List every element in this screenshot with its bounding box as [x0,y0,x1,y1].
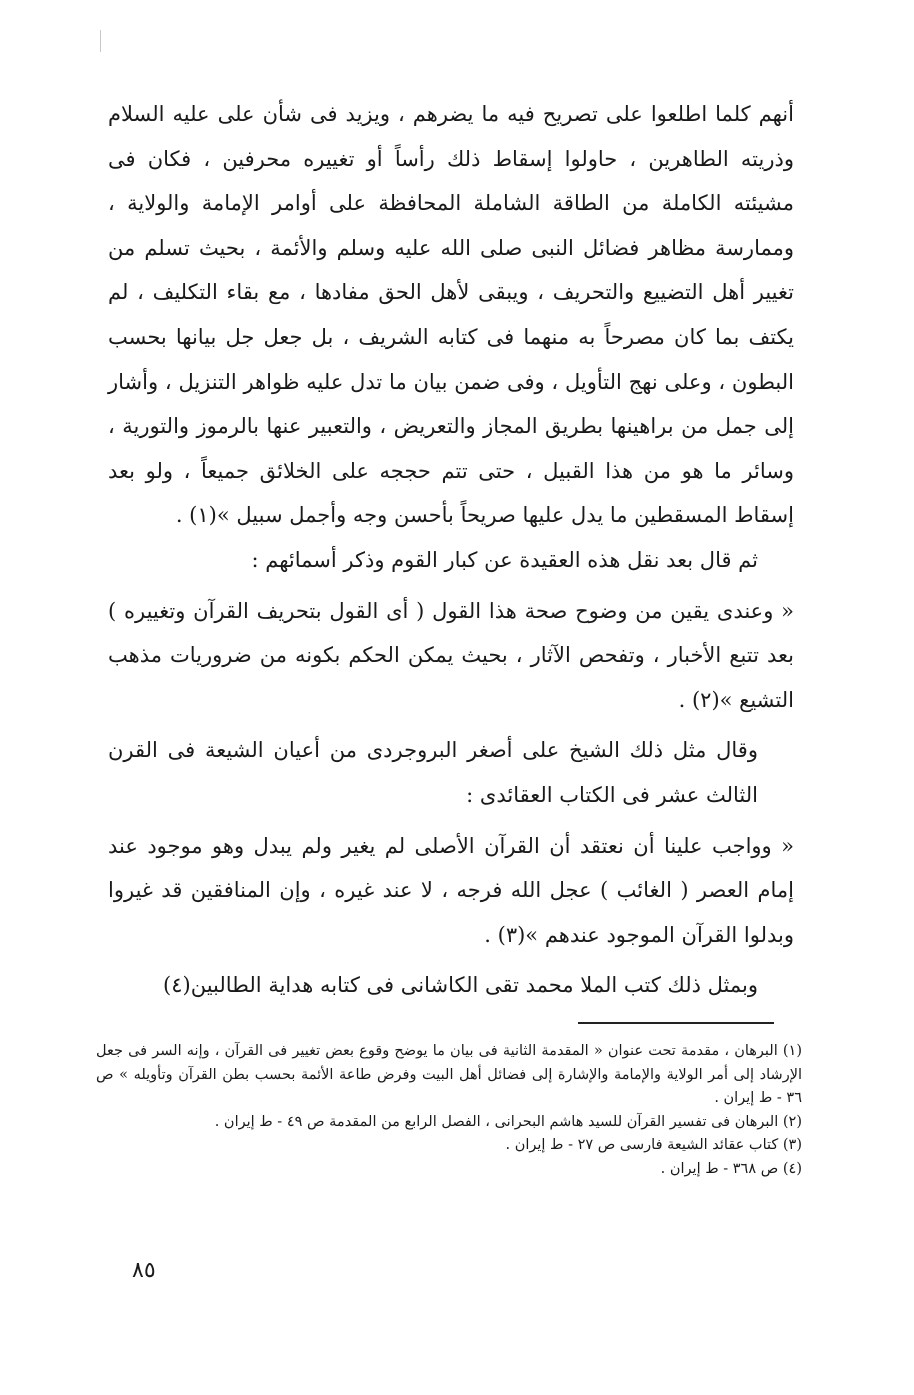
main-text-block [108,92,794,1008]
footnote-4: (٤) ص ٣٦٨ - ط إيران . [660,1160,802,1177]
page-number: ٨٥ [132,1258,156,1283]
paragraph-quote-certainty: « وعندى يقين من وضوح صحة هذا القول ( أى القول بتحريف القرآن وتغييره ) بعد تتبع الأخبار ، وتفحص الآثار ، بحيث يمكن الحكم بكونه من ضروريات مذهب التشيع »(٢) . [108,598,794,712]
paragraph-narration: ثم قال بعد نقل هذه العقيدة عن كبار القوم وذكر أسمائهم : [251,547,758,572]
footnote-3: (٣) كتاب عقائد الشيعة فارسى ص ٢٧ - ط إيران . [505,1137,802,1153]
binding-mark [100,30,101,52]
paragraph-borujerdi: وقال مثل ذلك الشيخ على أصغر البروجردى من أعيان الشيعة فى القرن الثالث عشر فى الكتاب العقائدى : [108,738,758,807]
footnotes-block [96,1040,802,1181]
footnote-1: (١) البرهان ، مقدمة تحت عنوان « المقدمة الثانية فى بيان ما يوضح وقوع بعض تغيير فى القرآن ، وإنه السر فى جعل الإرشاد إلى أمر الولاية والإمامة والإشارة إلى فضائل أهل البيت وفرض طاعة الأئمة بحسب بطن القرآن وتأويله » ص ٣٦ - ط إيران . [96,1043,802,1106]
footnote-2: (٢) البرهان فى تفسير القرآن للسيد هاشم البحرانى ، الفصل الرابع من المقدمة ص ٤٩ - ط إيران . [214,1113,802,1130]
paragraph-quote-continuation: أنهم كلما اطلعوا على تصريح فيه ما يضرهم ، ويزيد فى شأن على عليه السلام وذريته الطاهرين ، حاولوا إسقاط ذلك رأساً أو تغييره محرفين ، فكان فى مشيئته الكاملة من الطاقة الشاملة المحافظة على أوامر الإمامة والولاية ، وممارسة مظاهر فضائل النبى صلى الله عليه وسلم والأئمة ، بحيث تسلم من تغيير أهل التضييع والتحريف ، ويبقى لأهل الحق مفادها ، مع بقاء التكليف ، لم يكتف بما كان مصرحاً به منهما فى كتابه الشريف ، بل جعل جل بيانها بحسب البطون ، وعلى نهج التأويل ، وفى ضمن بيان ما تدل عليه ظواهر التنزيل ، وأشار إلى جمل من براهينها بطريق المجاز والتعريض ، والتعبير عنها بالرموز والتورية ، وسائر ما هو من هذا القبيل ، حتى تتم حججه على الخلائق جميعاً ، ولو بعد إسقاط المسقطين ما يدل عليها صريحاً بأحسن وجه وأجمل سبيل »(١) . [108,102,794,528]
paragraph-kashani: وبمثل ذلك كتب الملا محمد تقى الكاشانى فى كتابه هداية الطالبين(٤) [163,973,758,998]
paragraph-quote-imam: « وواجب علينا أن نعتقد أن القرآن الأصلى لم يغير ولم يبدل وهو موجود عند إمام العصر ( الغائب ) عجل الله فرجه ، لا عند غيره ، وإن المنافقين قد غيروا وبدلوا القرآن الموجود عندهم »(٣) . [108,833,794,947]
footnote-separator [578,1022,774,1024]
